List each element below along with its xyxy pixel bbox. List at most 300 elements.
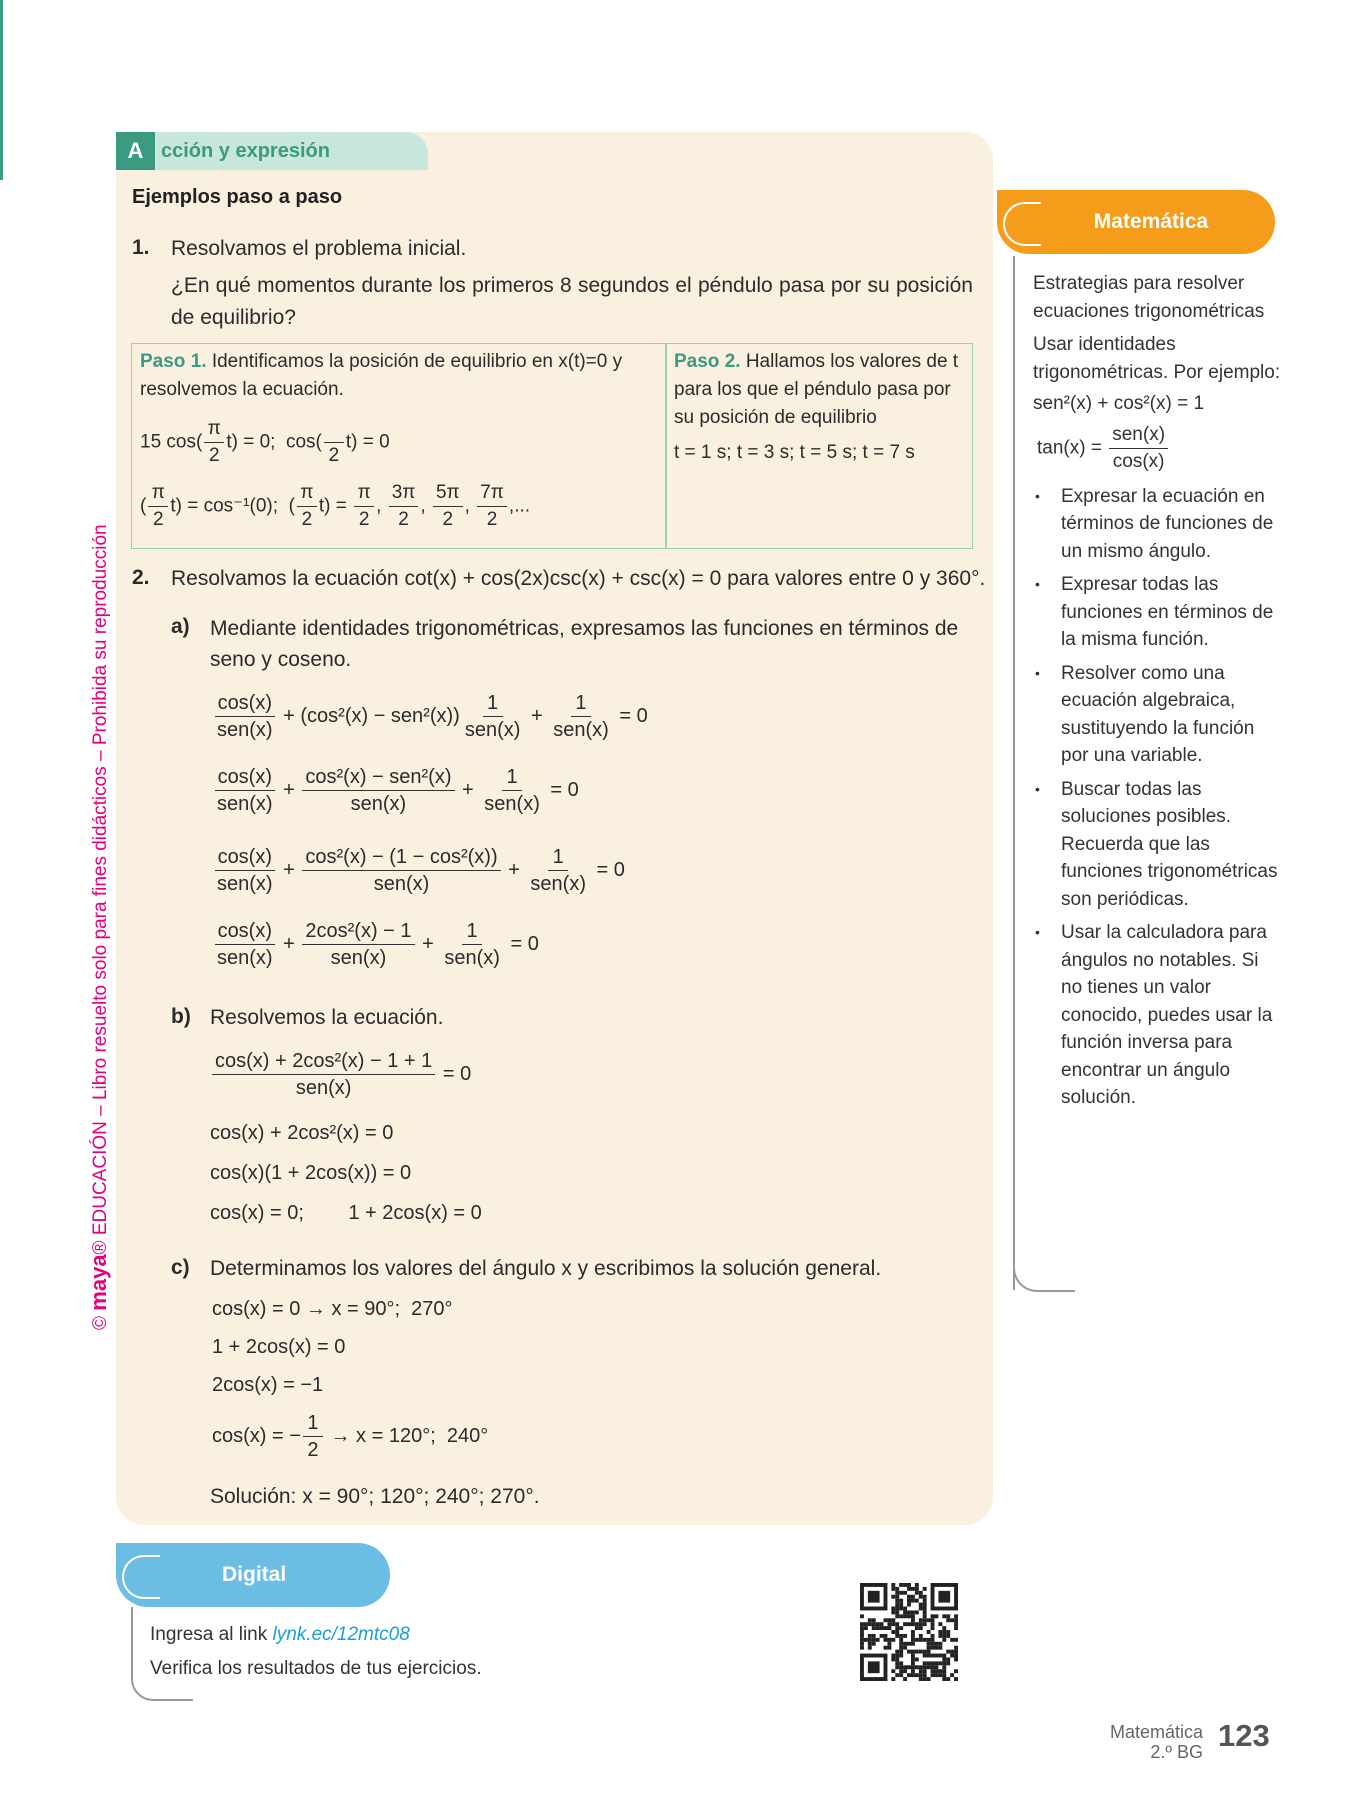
qr-module [887, 1642, 891, 1646]
qr-module [954, 1677, 958, 1681]
step-1-cell [140, 348, 660, 404]
fraction [212, 1048, 435, 1101]
qr-module [911, 1634, 915, 1638]
qr-module [887, 1638, 891, 1642]
qr-module [954, 1646, 958, 1650]
qr-module [899, 1661, 903, 1665]
qr-module [899, 1654, 903, 1658]
qr-module [923, 1669, 927, 1673]
qr-module [911, 1669, 915, 1673]
qr-module [903, 1677, 907, 1681]
table-divider [665, 344, 667, 548]
qr-module [911, 1630, 915, 1634]
watermark-text: EDUCACIÓN – Libro resuelto solo para fines didácticos – Prohibida su reproducción [90, 524, 111, 1236]
qr-module [915, 1673, 919, 1677]
part-a-text: Mediante identidades trigonométricas, expresamos las funciones en términos de seno y coseno. [210, 617, 959, 671]
qr-module [907, 1642, 911, 1646]
qr-module [911, 1673, 915, 1677]
numerator: cos(x) [215, 844, 275, 871]
qr-module [946, 1657, 950, 1661]
qr-module [903, 1610, 907, 1614]
qr-module [899, 1673, 903, 1677]
qr-module [911, 1657, 915, 1661]
math-term: + [456, 778, 480, 801]
qr-module [915, 1626, 919, 1630]
qr-module [895, 1657, 899, 1661]
qr-module [946, 1634, 950, 1638]
digital-line-1 [150, 1624, 410, 1646]
qr-module [927, 1638, 931, 1642]
qr-module [915, 1591, 919, 1595]
page-edge-marker [0, 0, 3, 180]
solution-values: x = 90°; 120°; 240°; 270°. [302, 1485, 540, 1508]
qr-module [899, 1669, 903, 1673]
part-a-label: a) [171, 615, 190, 638]
qr-module [891, 1587, 895, 1591]
qr-module [872, 1626, 876, 1630]
qr-module [950, 1673, 954, 1677]
qr-module [899, 1665, 903, 1669]
qr-module [927, 1646, 931, 1650]
numerator: 1 [303, 1410, 323, 1437]
qr-module [915, 1657, 919, 1661]
numerator: cos(x) [215, 690, 275, 717]
step-1-equation-2 [140, 480, 530, 533]
qr-module [919, 1618, 923, 1622]
qr-module [942, 1654, 946, 1658]
qr-module [938, 1622, 942, 1626]
strategy-item: • Buscar todas las soluciones posibles. Recuerda que las funciones trigonométricas son periódicas. [1061, 776, 1283, 914]
numerator: 3π [389, 480, 419, 507]
math-term: 1 + 2cos(x) = 0 [212, 1336, 346, 1358]
qr-module [923, 1603, 927, 1607]
strategy-item: • Expresar la ecuación en términos de funciones de un mismo ángulo. [1061, 483, 1283, 566]
math-term: , [464, 495, 476, 517]
qr-module [923, 1618, 927, 1622]
digital-header [116, 1543, 390, 1607]
qr-module [876, 1622, 880, 1626]
qr-module [931, 1622, 935, 1626]
qr-module [868, 1642, 872, 1646]
qr-module [887, 1646, 891, 1650]
math-term: 2cos(x) = −1 [212, 1374, 324, 1396]
qr-module [919, 1595, 923, 1599]
step-2-label: Paso 2. [674, 351, 741, 372]
qr-module [899, 1626, 903, 1630]
qr-module [923, 1673, 927, 1677]
qr-module [931, 1654, 935, 1658]
qr-module [891, 1583, 895, 1587]
denominator: cos(x) [1112, 450, 1165, 472]
qr-module [899, 1583, 903, 1587]
qr-module [934, 1673, 938, 1677]
qr-module [911, 1610, 915, 1614]
example-1-title: Resolvamos el problema inicial. [171, 237, 467, 260]
qr-module [915, 1638, 919, 1642]
qr-module [911, 1599, 915, 1603]
math-term: ( [140, 495, 147, 517]
qr-module [942, 1657, 946, 1661]
part-b-row-2 [210, 1122, 393, 1145]
qr-module [887, 1618, 891, 1622]
math-term: + [502, 858, 526, 881]
qr-module [919, 1607, 923, 1611]
part-c-label: c) [171, 1256, 190, 1279]
sidebar-title: Matemática [1093, 210, 1209, 233]
qr-module [899, 1634, 903, 1638]
qr-module [880, 1626, 884, 1630]
qr-module [891, 1610, 895, 1614]
qr-module [950, 1650, 954, 1654]
qr-module [860, 1626, 864, 1630]
qr-module [895, 1610, 899, 1614]
qr-module [942, 1634, 946, 1638]
qr-module [954, 1669, 958, 1673]
steps-table [131, 343, 973, 549]
numerator: sen(x) [1109, 422, 1168, 449]
math-term: cos(x) = 0; 1 + 2cos(x) = 0 [210, 1202, 482, 1224]
qr-module [872, 1642, 876, 1646]
qr-module [891, 1638, 895, 1642]
qr-module [895, 1630, 899, 1634]
fraction [477, 480, 507, 533]
qr-module [923, 1665, 927, 1669]
fraction [354, 480, 374, 533]
watermark-logo: maya [86, 1254, 111, 1311]
part-c-solution [210, 1482, 540, 1512]
qr-module [864, 1638, 868, 1642]
statement-prefix: Resolvamos la ecuación [171, 567, 405, 590]
example-1-number: 1. [132, 236, 150, 259]
qr-module [927, 1618, 931, 1622]
qr-module [891, 1622, 895, 1626]
qr-module [927, 1677, 931, 1681]
qr-module [899, 1642, 903, 1646]
qr-module [931, 1614, 935, 1618]
qr-module [911, 1587, 915, 1591]
qr-module [903, 1583, 907, 1587]
qr-module [938, 1673, 942, 1677]
qr-module [927, 1661, 931, 1665]
qr-module [895, 1626, 899, 1630]
math-term: + [277, 932, 301, 955]
qr-module [884, 1618, 888, 1622]
qr-module [895, 1599, 899, 1603]
qr-module [868, 1591, 880, 1603]
qr-module [927, 1650, 931, 1654]
denominator: sen(x) [464, 719, 521, 741]
fraction [214, 764, 276, 817]
qr-module [931, 1673, 935, 1677]
fraction [214, 918, 276, 971]
denominator: 2 [358, 509, 370, 530]
footer-grade: 2.º BG [1150, 1742, 1203, 1762]
qr-module [887, 1626, 891, 1630]
qr-module [907, 1583, 911, 1587]
qr-module [919, 1650, 923, 1654]
sidebar-identity-2 [1037, 422, 1287, 475]
qr-module [895, 1603, 899, 1607]
step-2-result: t = 1 s; t = 3 s; t = 5 s; t = 7 s [674, 442, 915, 463]
fraction [214, 690, 276, 743]
math-term: → x = 120°; 240° [324, 1424, 489, 1447]
fraction [441, 918, 503, 971]
numerator: 1 [483, 690, 503, 717]
denominator: 2 [153, 509, 164, 530]
denominator: sen(x) [295, 1077, 352, 1099]
step-2-cell [674, 348, 966, 432]
qr-module [950, 1618, 954, 1622]
numerator: cos(x) [215, 918, 275, 945]
step-2-text: Hallamos los valores de t para los que el péndulo pasa por su posición de equilibrio [674, 351, 959, 428]
denominator: sen(x) [444, 947, 500, 969]
qr-module [938, 1642, 942, 1646]
fraction [1109, 422, 1168, 475]
qr-module [903, 1614, 907, 1618]
qr-module [923, 1650, 927, 1654]
qr-module [919, 1638, 923, 1642]
fraction [303, 1410, 323, 1463]
qr-module [923, 1654, 927, 1658]
numerator: π [148, 480, 168, 507]
qr-module [934, 1614, 938, 1618]
qr-module [876, 1626, 880, 1630]
digital-line-1-prefix: Ingresa al link [150, 1624, 273, 1645]
qr-module [942, 1677, 946, 1681]
qr-module [884, 1638, 888, 1642]
math-term: cos(x) + 2cos²(x) = 0 [210, 1122, 394, 1144]
qr-module [954, 1654, 958, 1658]
denominator: sen(x) [350, 793, 407, 815]
qr-module [895, 1607, 899, 1611]
qr-module [942, 1665, 946, 1669]
qr-module [864, 1626, 868, 1630]
qr-module [923, 1610, 927, 1614]
qr-module [868, 1638, 872, 1642]
math-term: + [416, 932, 440, 955]
fraction [297, 480, 317, 533]
qr-module [934, 1669, 938, 1673]
qr-module [860, 1642, 864, 1646]
math-term: tan(x) = [1037, 437, 1108, 459]
fraction [302, 844, 500, 897]
qr-module [942, 1630, 946, 1634]
numerator: 1 [462, 918, 482, 945]
qr-module [919, 1591, 923, 1595]
qr-module [950, 1654, 954, 1658]
qr-module [927, 1630, 931, 1634]
qr-module [911, 1665, 915, 1669]
math-term: ,... [508, 495, 531, 517]
numerator: π [354, 480, 374, 507]
numerator: 1 [548, 844, 568, 871]
qr-module [868, 1646, 872, 1650]
step-1-equation-1 [140, 416, 390, 469]
denominator: 2 [301, 509, 313, 530]
qr-module [884, 1626, 888, 1630]
qr-module [899, 1614, 903, 1618]
fraction [527, 844, 589, 897]
part-b-row-1 [210, 1048, 471, 1101]
math-term: t) = 0 [345, 431, 390, 453]
qr-module [907, 1603, 911, 1607]
math-term: + (cos²(x) − sen²(x)) [277, 704, 460, 727]
qr-module [934, 1661, 938, 1665]
math-term: = 0 [437, 1062, 472, 1085]
qr-module [895, 1595, 899, 1599]
qr-module [919, 1665, 923, 1669]
math-term: = 0 [504, 932, 539, 955]
qr-module [919, 1677, 923, 1681]
qr-module [950, 1638, 954, 1642]
qr-module [927, 1642, 931, 1646]
digital-line-2: Verifica los resultados de tus ejercicios. [150, 1658, 482, 1679]
denominator: sen(x) [217, 719, 273, 741]
qr-module [907, 1599, 911, 1603]
qr-module [887, 1622, 891, 1626]
qr-module [919, 1603, 923, 1607]
qr-module [923, 1614, 927, 1618]
math-term: t) = cos⁻¹(0); ( [170, 495, 295, 517]
qr-module [907, 1587, 911, 1591]
fraction [550, 690, 612, 743]
qr-module [899, 1603, 903, 1607]
qr-module [880, 1634, 884, 1638]
qr-module [895, 1654, 899, 1658]
denominator: 2 [209, 445, 220, 466]
statement-suffix: para valores entre 0 y 360°. [721, 567, 986, 590]
qr-module [919, 1634, 923, 1638]
math-term: = 0 [591, 858, 625, 881]
denominator: sen(x) [217, 947, 273, 969]
qr-module [954, 1618, 958, 1622]
qr-module [946, 1614, 950, 1618]
qr-module [907, 1622, 911, 1626]
step-1-label: Paso 1. [140, 351, 207, 372]
qr-module [923, 1638, 927, 1642]
qr-module [946, 1661, 950, 1665]
denominator: sen(x) [330, 947, 387, 969]
qr-code-icon[interactable] [860, 1582, 958, 1682]
qr-module [868, 1618, 872, 1622]
qr-module [934, 1642, 938, 1646]
qr-module [946, 1630, 950, 1634]
qr-module [895, 1650, 899, 1654]
sidebar-intro: Estrategias para resolver ecuaciones trigonométricas [1033, 273, 1265, 322]
qr-module [954, 1638, 958, 1642]
part-c-row-1 [212, 1298, 453, 1321]
qr-module [938, 1630, 942, 1634]
qr-module [872, 1634, 876, 1638]
step-1-text: Identificamos la posición de equilibrio en x(t)=0 y resolvemos la ecuación. [140, 351, 623, 400]
qr-module [895, 1587, 899, 1591]
solution-label: Solución: [210, 1485, 303, 1508]
qr-module [907, 1673, 911, 1677]
math-term: + [277, 858, 301, 881]
sidebar-strategy-list [1033, 483, 1283, 1112]
qr-module [934, 1665, 938, 1669]
qr-module [899, 1638, 903, 1642]
sidebar-identities-text: Usar identidades trigonométricas. Por ejemplo: [1033, 334, 1281, 383]
qr-module [931, 1646, 935, 1650]
qr-module [954, 1626, 958, 1630]
qr-module [872, 1638, 876, 1642]
qr-module [915, 1583, 919, 1587]
qr-module [864, 1622, 868, 1626]
qr-module [903, 1622, 907, 1626]
numerator: cos(x) + 2cos²(x) − 1 + 1 [212, 1048, 435, 1075]
qr-module [891, 1607, 895, 1611]
denominator: 2 [398, 509, 409, 530]
qr-module [919, 1669, 923, 1673]
qr-module [942, 1669, 946, 1673]
qr-module [907, 1614, 911, 1618]
qr-module [938, 1669, 942, 1673]
qr-module [923, 1587, 927, 1591]
copyright-watermark: © maya® EDUCACIÓN – Libro resuelto solo para fines didácticos – Prohibida su reproducción [86, 524, 111, 1330]
qr-module [923, 1607, 927, 1611]
qr-module [931, 1642, 935, 1646]
part-b-label: b) [171, 1005, 191, 1028]
qr-module [868, 1661, 880, 1673]
qr-module [907, 1595, 911, 1599]
qr-module [923, 1622, 927, 1626]
qr-module [903, 1665, 907, 1669]
qr-module [931, 1669, 935, 1673]
numerator: cos²(x) − (1 − cos²(x)) [302, 844, 500, 871]
qr-module [895, 1661, 899, 1665]
numerator: π [204, 416, 224, 443]
denominator: sen(x) [217, 873, 273, 895]
fraction [433, 480, 463, 533]
statement-equation: cot(x) + cos(2x)csc(x) + csc(x) = 0 [404, 567, 722, 590]
numerator: 7π [477, 480, 507, 507]
qr-module [868, 1634, 872, 1638]
numerator [324, 416, 344, 443]
qr-module [946, 1618, 950, 1622]
qr-module [931, 1634, 935, 1638]
denominator: 2 [328, 445, 340, 466]
qr-module [903, 1646, 907, 1650]
strategy-item: • Resolver como una ecuación algebraica, sustituyendo la función por una variable. [1061, 660, 1283, 770]
qr-module [895, 1614, 899, 1618]
qr-module [899, 1599, 903, 1603]
math-term: t) = [318, 495, 353, 517]
qr-module [938, 1661, 942, 1665]
qr-module [891, 1630, 895, 1634]
qr-module [872, 1618, 876, 1622]
qr-module [923, 1661, 927, 1665]
qr-module [942, 1614, 946, 1618]
qr-module [860, 1646, 864, 1650]
qr-module [891, 1669, 895, 1673]
qr-module [931, 1638, 935, 1642]
example-2-statement [171, 564, 985, 594]
numerator: π [297, 480, 317, 507]
qr-module [911, 1614, 915, 1618]
digital-link[interactable]: lynk.ec/12mtc08 [272, 1624, 410, 1645]
page-number: 123 [1218, 1718, 1270, 1753]
denominator: 2 [486, 509, 498, 530]
qr-module [907, 1650, 911, 1654]
qr-module [919, 1626, 923, 1630]
qr-module [911, 1622, 915, 1626]
numerator: cos²(x) − sen²(x) [302, 764, 454, 791]
numerator: 2cos²(x) − 1 [302, 918, 414, 945]
qr-module [860, 1634, 864, 1638]
qr-module [891, 1618, 895, 1622]
qr-module [911, 1661, 915, 1665]
